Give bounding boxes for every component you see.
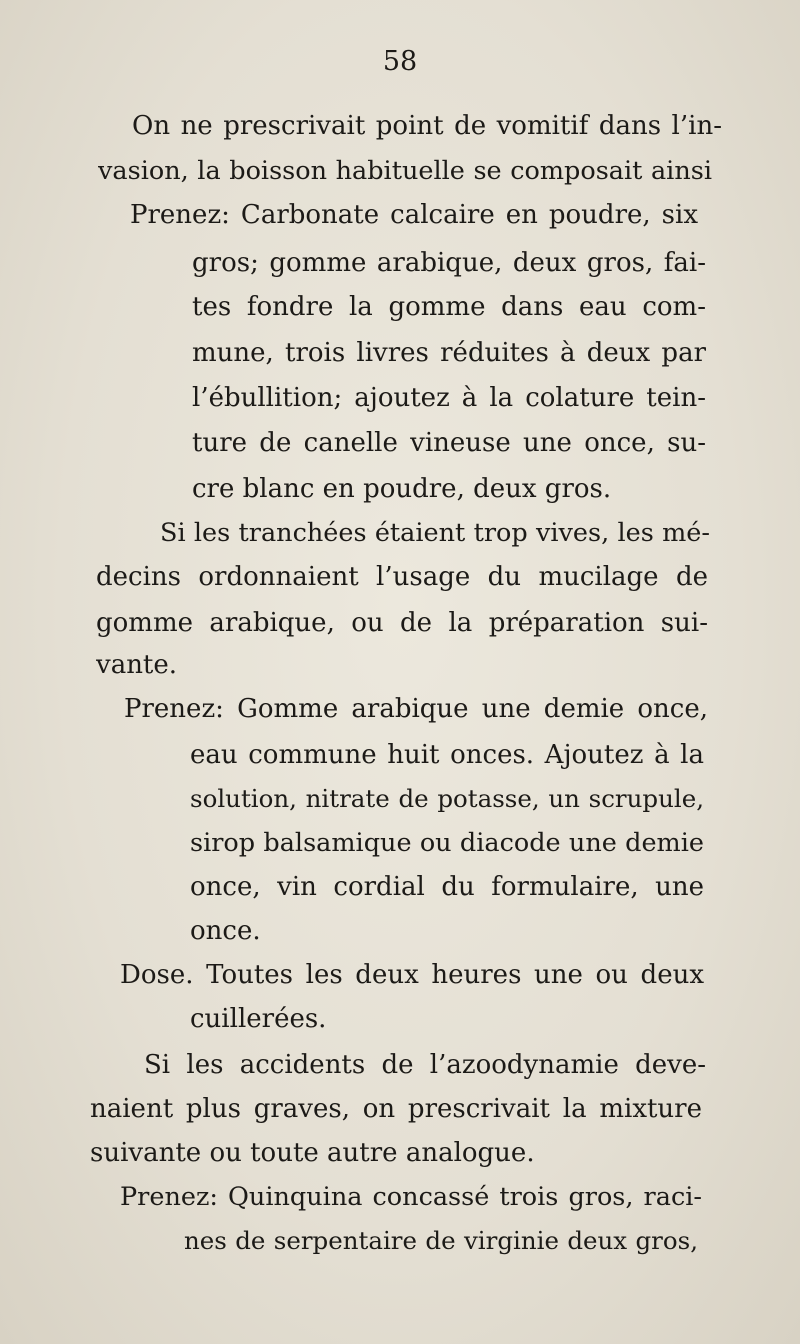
text-line: solution, nitrate de potasse, un scrupule,: [190, 784, 704, 813]
text-line: vante.: [96, 650, 178, 680]
text-line: suivante ou toute autre analogue.: [90, 1138, 535, 1168]
text-line: Si les accidents de l’azoodynamie deve-: [144, 1050, 706, 1080]
text-line: mune, trois livres réduites à deux par: [192, 338, 706, 368]
text-line: l’ébullition; ajoutez à la colature tein-: [192, 383, 706, 413]
text-line: once, vin cordial du formulaire, une: [190, 872, 704, 902]
text-line: nes de serpentaire de virginie deux gros,: [184, 1226, 698, 1255]
text-line: ture de canelle vineuse une once, su-: [192, 428, 706, 458]
text-line: decins ordonnaient l’usage du mucilage de: [96, 562, 708, 592]
text-line: cuillerées.: [190, 1004, 327, 1034]
text-line: tes fondre la gomme dans eau com-: [192, 292, 706, 322]
page-number: 58: [382, 46, 418, 77]
text-line: vasion, la boisson habituelle se composait ainsi: [98, 156, 712, 186]
text-line: Prenez: Gomme arabique une demie once,: [124, 694, 708, 724]
text-line: gros; gomme arabique, deux gros, fai-: [192, 248, 706, 278]
text-line: Prenez: Carbonate calcaire en poudre, six: [130, 200, 698, 230]
text-line: Prenez: Quinquina concassé trois gros, raci-: [120, 1182, 702, 1212]
text-line: Dose. Toutes les deux heures une ou deux: [120, 960, 704, 990]
text-line: gomme arabique, ou de la préparation sui-: [96, 608, 708, 638]
text-line: On ne prescrivait point de vomitif dans l’in-: [132, 111, 722, 141]
text-line: Si les tranchées étaient trop vives, les mé-: [160, 518, 710, 548]
text-line: sirop balsamique ou diacode une demie: [190, 828, 704, 858]
text-line: naient plus graves, on prescrivait la mixture: [90, 1094, 702, 1124]
text-line: eau commune huit onces. Ajoutez à la: [190, 740, 704, 770]
text-line: cre blanc en poudre, deux gros.: [192, 474, 612, 504]
text-line: once.: [190, 916, 261, 946]
